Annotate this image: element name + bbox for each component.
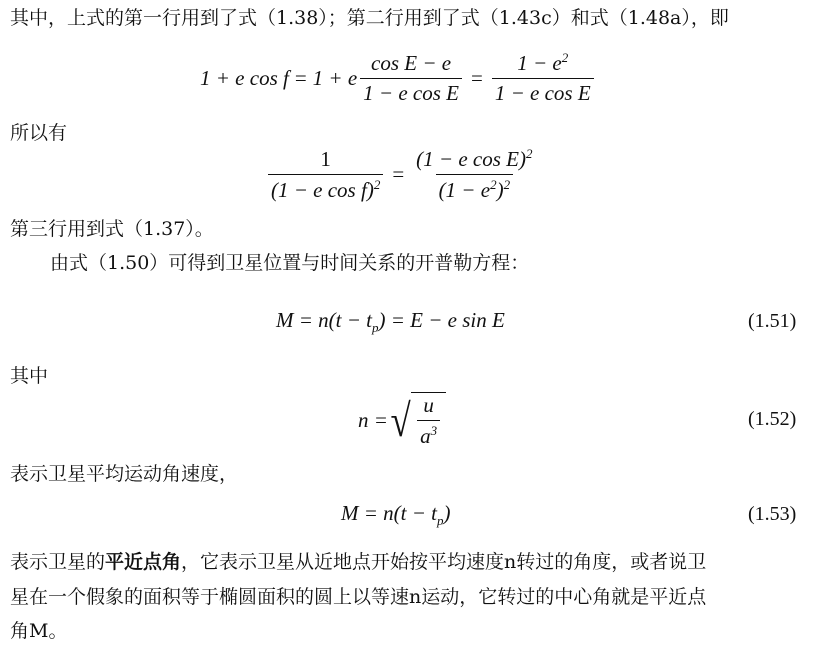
paragraph-line: 表示卫星的平近点角，它表示卫星从近地点开始按平均速度n转过的角度，或者说卫 <box>10 551 707 573</box>
eq2-rhs-fraction <box>413 146 535 203</box>
paragraph-line: 由式（1.50）可得到卫星位置与时间关系的开普勒方程： <box>50 252 530 274</box>
denominator: $(1 - e^2)^2$ <box>436 174 514 203</box>
eq1-equals-2: = <box>470 65 483 90</box>
equation-1 <box>200 50 597 106</box>
paragraph-line: 其中 <box>10 365 49 387</box>
equation-1-51: $M = n(t - t_p) = E - e$ sin E <box>276 308 505 336</box>
equation-number: (1.51) <box>748 310 797 332</box>
numerator: $1 - e^2$ <box>517 50 569 75</box>
denominator: 1 − e cos E <box>492 78 594 106</box>
equation-number: (1.53) <box>748 503 797 525</box>
eq1-fraction-2 <box>492 50 594 106</box>
paragraph-line: 第三行用到式（1.37）。 <box>10 218 214 240</box>
eq2-equals: = <box>392 162 405 186</box>
numerator: 1 <box>320 146 331 171</box>
paragraph-line: 表示卫星平均运动角速度， <box>10 463 239 485</box>
eq2-lhs-fraction <box>268 147 383 203</box>
paragraph-line: 星在一个假象的面积等于椭圆面积的圆上以等速n运动，它转过的中心角就是平近点 <box>10 586 707 608</box>
denominator: (1 − e cos f)$^2$ <box>268 174 383 203</box>
term-mean-anomaly: 平近点角 <box>105 551 182 573</box>
square-root: √ $\frac{u}{a^3}$ <box>388 392 446 449</box>
equation-1-53: $M = n(t - t_p)$ <box>341 501 451 529</box>
eq1-lhs: 1 + e cos f <box>200 65 289 90</box>
equation-2 <box>265 146 538 203</box>
paragraph-line: 角M。 <box>10 620 68 642</box>
eq152-lhs: n = <box>358 408 388 432</box>
equation-1-52 <box>358 392 446 449</box>
paragraph-line: 其中，上式的第一行用到了式（1.38）；第二行用到了式（1.43c）和式（1.48a），即 <box>10 7 729 29</box>
denominator: 1 − e cos E <box>360 78 462 106</box>
paragraph-line: 所以有 <box>10 122 68 144</box>
numerator: cos E − e <box>371 50 452 75</box>
eq1-mid: 1 + e <box>312 65 358 90</box>
numerator: (1 − e cos E)$^2$ <box>416 146 533 171</box>
eq1-equals: = <box>294 65 307 90</box>
eq1-fraction-1 <box>360 51 462 106</box>
equation-number: (1.52) <box>748 408 797 430</box>
